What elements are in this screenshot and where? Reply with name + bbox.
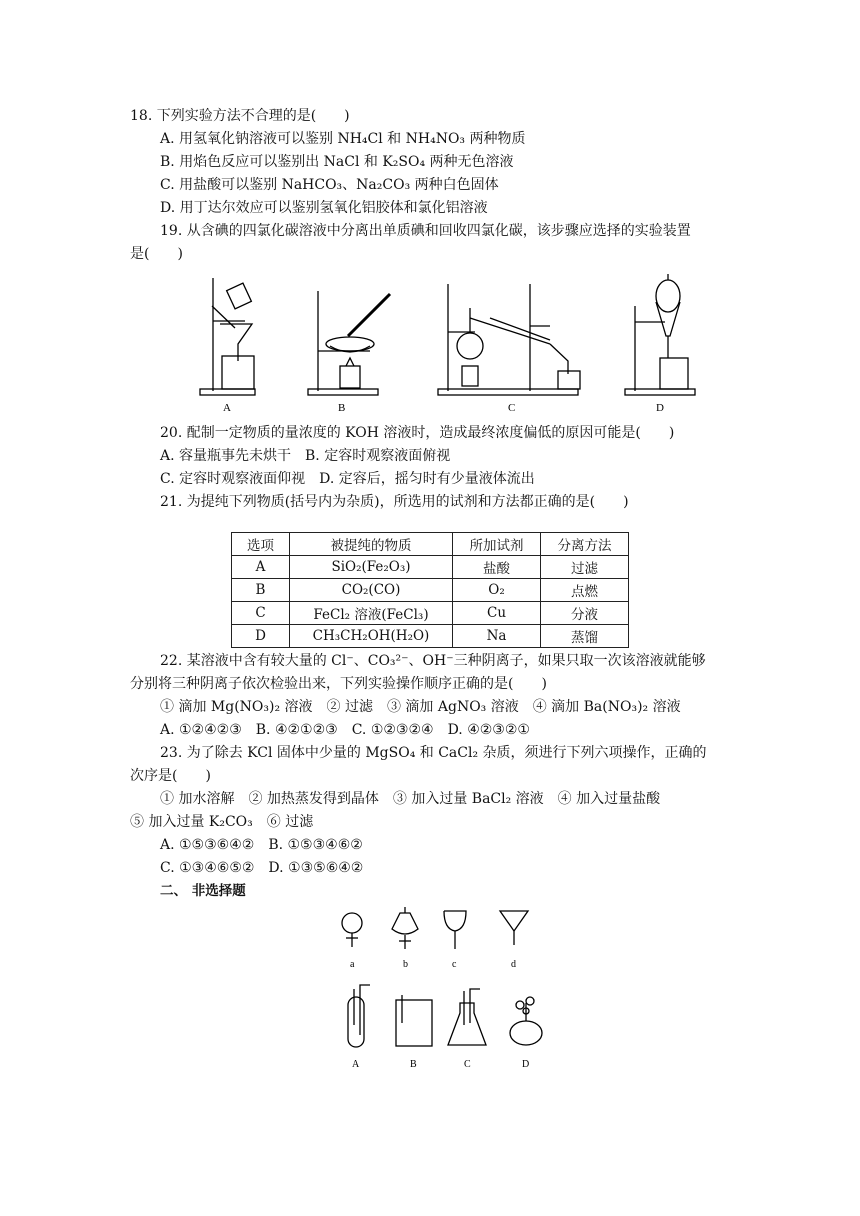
apparatus-label-d: D — [656, 402, 664, 414]
evaporation-apparatus-icon — [308, 291, 390, 395]
table-cell: O₂ — [453, 579, 541, 602]
glassware-label-A: A — [352, 1059, 360, 1070]
table-row — [232, 579, 629, 602]
table-row — [232, 602, 629, 625]
section-heading: 二、 非选择题 — [160, 883, 246, 899]
q23-stem-line2: 次序是( ) — [130, 768, 211, 784]
glassware-figure — [330, 905, 550, 1075]
distilling-flask-icon — [510, 997, 542, 1045]
table-cell: A — [232, 556, 290, 579]
q20-options-ab: A. 容量瓶事先未烘干 B. 定容时观察液面俯视 — [160, 448, 451, 464]
q22-stem-line1: 22. 某溶液中含有较大量的 Cl⁻、CO₃²⁻、OH⁻三种阴离子，如果只取一次该溶液就能够 — [160, 653, 706, 669]
filter-funnel-icon — [500, 911, 528, 945]
filtration-apparatus-icon — [200, 278, 255, 395]
table-row — [232, 625, 629, 648]
thistle-funnel-icon — [444, 911, 466, 949]
table-cell: Na — [453, 625, 541, 648]
glassware-label-C: C — [464, 1059, 471, 1070]
q23-options-cd: C. ①③④⑥⑤② D. ①③⑤⑥④② — [160, 860, 364, 876]
q23-operations-line2: ⑤ 加入过量 K₂CO₃ ⑥ 过滤 — [130, 814, 314, 830]
q23-options-ab: A. ①⑤③⑥④② B. ①⑤③④⑥② — [160, 837, 363, 853]
table-header: 分离方法 — [541, 533, 629, 556]
glassware-label-d: d — [511, 959, 516, 970]
separatory-funnel-icon — [392, 907, 418, 949]
q22-operations: ① 滴加 Mg(NO₃)₂ 溶液 ② 过滤 ③ 滴加 AgNO₃ 溶液 ④ 滴加 Ba(NO₃)₂ 溶液 — [160, 699, 681, 715]
table-cell: 蒸馏 — [541, 625, 629, 648]
table-cell: 过滤 — [541, 556, 629, 579]
q23-operations-line1: ① 加水溶解 ② 加热蒸发得到晶体 ③ 加入过量 BaCl₂ 溶液 ④ 加入过量盐酸 — [160, 791, 661, 807]
table-header: 选项 — [232, 533, 290, 556]
table-cell: C — [232, 602, 290, 625]
q18-option-c: C. 用盐酸可以鉴别 NaHCO₃、Na₂CO₃ 两种白色固体 — [160, 177, 499, 193]
table-cell: Cu — [453, 602, 541, 625]
apparatus-label-c: C — [508, 402, 516, 414]
table-header: 被提纯的物质 — [290, 533, 453, 556]
table-cell: 盐酸 — [453, 556, 541, 579]
q18-stem: 18. 下列实验方法不合理的是( ) — [130, 108, 350, 124]
table-cell: FeCl₂ 溶液(FeCl₃) — [290, 602, 453, 625]
q20-options-cd: C. 定容时观察液面仰视 D. 定容后，摇匀时有少量液体流出 — [160, 471, 535, 487]
table-cell: CO₂(CO) — [290, 579, 453, 602]
glassware-label-D: D — [522, 1059, 530, 1070]
table-header-row — [232, 533, 629, 556]
q20-stem: 20. 配制一定物质的量浓度的 KOH 溶液时，造成最终浓度偏低的原因可能是( ) — [160, 425, 675, 441]
separating-funnel-icon — [625, 274, 695, 395]
gas-jar-icon — [396, 995, 432, 1046]
glassware-label-c: c — [452, 959, 457, 970]
table-cell: B — [232, 579, 290, 602]
conical-flask-icon — [448, 989, 486, 1045]
q19-stem-line1: 19. 从含碘的四氯化碳溶液中分离出单质碘和回收四氯化碳，该步骤应选择的实验装置 — [160, 223, 691, 239]
table-cell: 点燃 — [541, 579, 629, 602]
glassware-label-a: a — [350, 959, 355, 970]
q21-table — [231, 532, 629, 648]
table-header: 所加试剂 — [453, 533, 541, 556]
q22-options: A. ①②④②③ B. ④②①②③ C. ①②③②④ D. ④②③②① — [160, 722, 530, 738]
table-cell: SiO₂(Fe₂O₃) — [290, 556, 453, 579]
test-tube-with-tubes-icon — [348, 985, 370, 1047]
apparatus-label-b: B — [338, 402, 346, 414]
glassware-label-B: B — [410, 1059, 417, 1070]
table-row — [232, 556, 629, 579]
table-cell: 分液 — [541, 602, 629, 625]
glassware-label-b: b — [403, 959, 408, 970]
table-cell: CH₃CH₂OH(H₂O) — [290, 625, 453, 648]
q22-stem-line2: 分别将三种阴离子依次检验出来，下列实验操作顺序正确的是( ) — [130, 676, 547, 692]
distillation-apparatus-icon — [438, 284, 580, 395]
q19-stem-line2: 是( ) — [130, 246, 183, 262]
q23-stem-line1: 23. 为了除去 KCl 固体中少量的 MgSO₄ 和 CaCl₂ 杂质，须进行下列六项操作，正确的 — [160, 745, 707, 761]
funnel-with-stopcock-icon — [342, 913, 362, 947]
q18-option-a: A. 用氢氧化钠溶液可以鉴别 NH₄Cl 和 NH₄NO₃ 两种物质 — [160, 131, 526, 147]
q21-stem: 21. 为提纯下列物质(括号内为杂质)，所选用的试剂和方法都正确的是( ) — [160, 494, 629, 510]
q19-apparatus-figure — [190, 266, 710, 416]
q18-option-d: D. 用丁达尔效应可以鉴别氢氧化铝胶体和氯化铝溶液 — [160, 200, 488, 216]
apparatus-label-a: A — [223, 402, 231, 414]
table-cell: D — [232, 625, 290, 648]
q18-option-b: B. 用焰色反应可以鉴别出 NaCl 和 K₂SO₄ 两种无色溶液 — [160, 154, 514, 170]
